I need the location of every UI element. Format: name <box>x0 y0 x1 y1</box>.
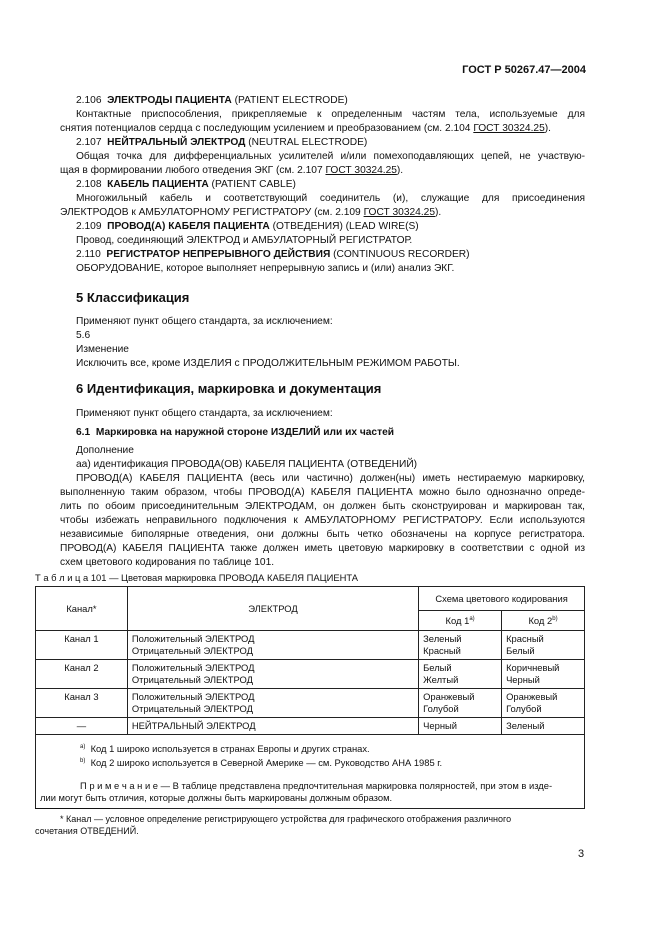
cell-electrode: Положительный ЭЛЕКТРОД Отрицательный ЭЛЕКТРОД <box>127 689 418 718</box>
gost-link[interactable]: ГОСТ 30324.25 <box>325 165 397 176</box>
def-2-106-text2: снятия потенциалов сердца с последующим усилением и преобразованием (см. 2.104 ГОСТ 30324.25). <box>60 123 551 134</box>
footnote-rule <box>35 808 110 809</box>
standard-designation: ГОСТ Р 50267.47—2004 <box>462 64 586 76</box>
table-caption: Т а б л и ц а 101 — Цветовая маркировка ПРОВОДА КАБЕЛЯ ПАЦИЕНТА <box>35 572 359 583</box>
def-2-107-text: Общая точка для дифференциальных усилителей и/или помехоподавляющих цепей, не участвую- <box>76 151 585 162</box>
table-note: П р и м е ч а н и е — В таблице представлена предпочтительная маркировка полярностей, при этом в изде- <box>80 780 553 792</box>
cell-electrode: Положительный ЭЛЕКТРОД Отрицательный ЭЛЕКТРОД <box>127 631 418 660</box>
col-header-code2: Код 2$^{b)}$ <box>502 611 585 631</box>
cell-electrode: Положительный ЭЛЕКТРОД Отрицательный ЭЛЕКТРОД <box>127 660 418 689</box>
section-5-line3: Изменение <box>76 344 129 355</box>
cell-code2: Коричневый Черный <box>502 660 585 689</box>
section-6-p2: выполненную таким образом, чтобы ПРОВОД(А) КАБЕЛЯ ПАЦИЕНТА можно было однозначно опреде- <box>60 487 585 498</box>
cell-code2: Зеленый <box>502 718 585 735</box>
page-number: 3 <box>578 848 585 860</box>
cell-channel: Канал 3 <box>36 689 128 718</box>
footnote-a: $^{a)}$ Код 1 широко используется в странах Европы и других странах. <box>80 743 370 755</box>
def-2-110-title: 2.110 РЕГИСТРАТОР НЕПРЕРЫВНОГО ДЕЙСТВИЯ (CONTINUOUS RECORDER) <box>76 249 470 260</box>
table-row <box>36 660 585 689</box>
table-row <box>36 689 585 718</box>
color-code-table <box>35 586 585 809</box>
section-6-p5: независимые биполярные отведения, они должны быть четко обозначены на корпусе регистратора. <box>60 529 585 540</box>
table-notes <box>36 735 585 809</box>
cell-channel: Канал 1 <box>36 631 128 660</box>
page-footnote-line1: * Канал — условное определение регистрирующего устройства для графического отображения различного <box>60 814 512 824</box>
gost-link[interactable]: ГОСТ 30324.25 <box>363 207 436 218</box>
table-row <box>36 631 585 660</box>
section-6-p1: ПРОВОД(А) КАБЕЛЯ ПАЦИЕНТА (весь или частично) должен(ны) иметь нестираемую маркировку, <box>76 473 585 484</box>
footnote-b: $^{b)}$ Код 2 широко используется в Северной Америке — см. Руководство АНА 1985 г. <box>80 757 443 769</box>
section-6-heading: 6 Идентификация, маркировка и документация <box>76 381 382 396</box>
page-footnote-line2: сочетания ОТВЕДЕНИЙ. <box>35 826 139 836</box>
section-5-heading: 5 Классификация <box>76 290 190 305</box>
cell-electrode: НЕЙТРАЛЬНЫЙ ЭЛЕКТРОД <box>127 718 418 735</box>
def-2-107-text2: щая в формировании любого отведения ЭКГ (см. 2.107 ГОСТ 30324.25). <box>60 165 404 176</box>
cell-code2: Оранжевый Голубой <box>502 689 585 718</box>
col-header-scheme: Схема цветового кодирования <box>419 587 585 611</box>
cell-code1: Черный <box>419 718 502 735</box>
def-2-106-text: Контактные приспособления, прикрепляемые к определенным частям тела, используемые для <box>76 109 585 120</box>
section-6-1-heading: 6.1 Маркировка на наружной стороне ИЗДЕЛИЙ или их частей <box>76 427 395 438</box>
cell-code2: Красный Белый <box>502 631 585 660</box>
section-6-p3: лить по обоим присоединительным ЭЛЕКТРОДАМ, он должен быть сконструирован и маркирован так, <box>60 501 585 512</box>
def-2-107-title: 2.107 НЕЙТРАЛЬНЫЙ ЭЛЕКТРОД (NEUTRAL ELECTRODE) <box>76 137 368 148</box>
def-2-109-title: 2.109 ПРОВОД(А) КАБЕЛЯ ПАЦИЕНТА (ОТВЕДЕНИЯ) (LEAD WIRE(S) <box>76 221 419 232</box>
def-2-109-text: Провод, соединяющий ЭЛЕКТРОД и АМБУЛАТОРНЫЙ РЕГИСТРАТОР. <box>76 235 413 246</box>
def-2-108-text2: ЭЛЕКТРОДОВ к АМБУЛАТОРНОМУ РЕГИСТРАТОРУ (см. 2.109 ГОСТ 30324.25). <box>60 207 442 218</box>
section-5-line1: Применяют пункт общего стандарта, за исключением: <box>76 316 333 327</box>
table-notes-row <box>36 735 585 809</box>
cell-code1: Оранжевый Голубой <box>419 689 502 718</box>
section-5-line2: 5.6 <box>76 330 91 341</box>
cell-channel: — <box>36 718 128 735</box>
section-6-p4: чтобы избежать неправильного подключения к АМБУЛАТОРНОМУ РЕГИСТРАТОРУ. Если используются <box>60 515 585 526</box>
def-2-110-text: ОБОРУДОВАНИЕ, которое выполняет непрерывную запись и (или) анализ ЭКГ. <box>76 263 455 274</box>
section-6-p6: ПРОВОД(А) КАБЕЛЯ ПАЦИЕНТА также должен иметь цветовую маркировку в соответствии с одной из <box>60 543 585 554</box>
table-row <box>36 718 585 735</box>
col-header-channel: Канал* <box>36 587 128 631</box>
cell-code1: Белый Желтый <box>419 660 502 689</box>
def-2-108-title: 2.108 КАБЕЛЬ ПАЦИЕНТА (PATIENT CABLE) <box>76 179 296 190</box>
gost-link[interactable]: ГОСТ 30324.25 <box>473 123 545 134</box>
col-header-code1: Код 1$^{a)}$ <box>419 611 502 631</box>
section-5-line4: Исключить все, кроме ИЗДЕЛИЯ с ПРОДОЛЖИТЕЛЬНЫМ РЕЖИМОМ РАБОТЫ. <box>76 358 460 369</box>
col-header-electrode: ЭЛЕКТРОД <box>127 587 418 631</box>
cell-code1: Зеленый Красный <box>419 631 502 660</box>
section-6-aa: аа) идентификация ПРОВОДА(ОВ) КАБЕЛЯ ПАЦИЕНТА (ОТВЕДЕНИЙ) <box>76 459 418 470</box>
section-6-add: Дополнение <box>76 445 134 456</box>
section-6-p7: схем цветового кодирования по таблице 101. <box>60 557 275 568</box>
def-2-106-title: 2.106 ЭЛЕКТРОДЫ ПАЦИЕНТА (PATIENT ELECTRODE) <box>76 95 348 106</box>
cell-channel: Канал 2 <box>36 660 128 689</box>
def-2-108-text: Многожильный кабель и соответствующий соединитель (и), служащие для присоединения <box>76 193 585 204</box>
table-note-cont: лии могут быть отличия, которые должны быть маркированы должным образом. <box>40 792 393 804</box>
section-6-line1: Применяют пункт общего стандарта, за исключением: <box>76 408 333 419</box>
